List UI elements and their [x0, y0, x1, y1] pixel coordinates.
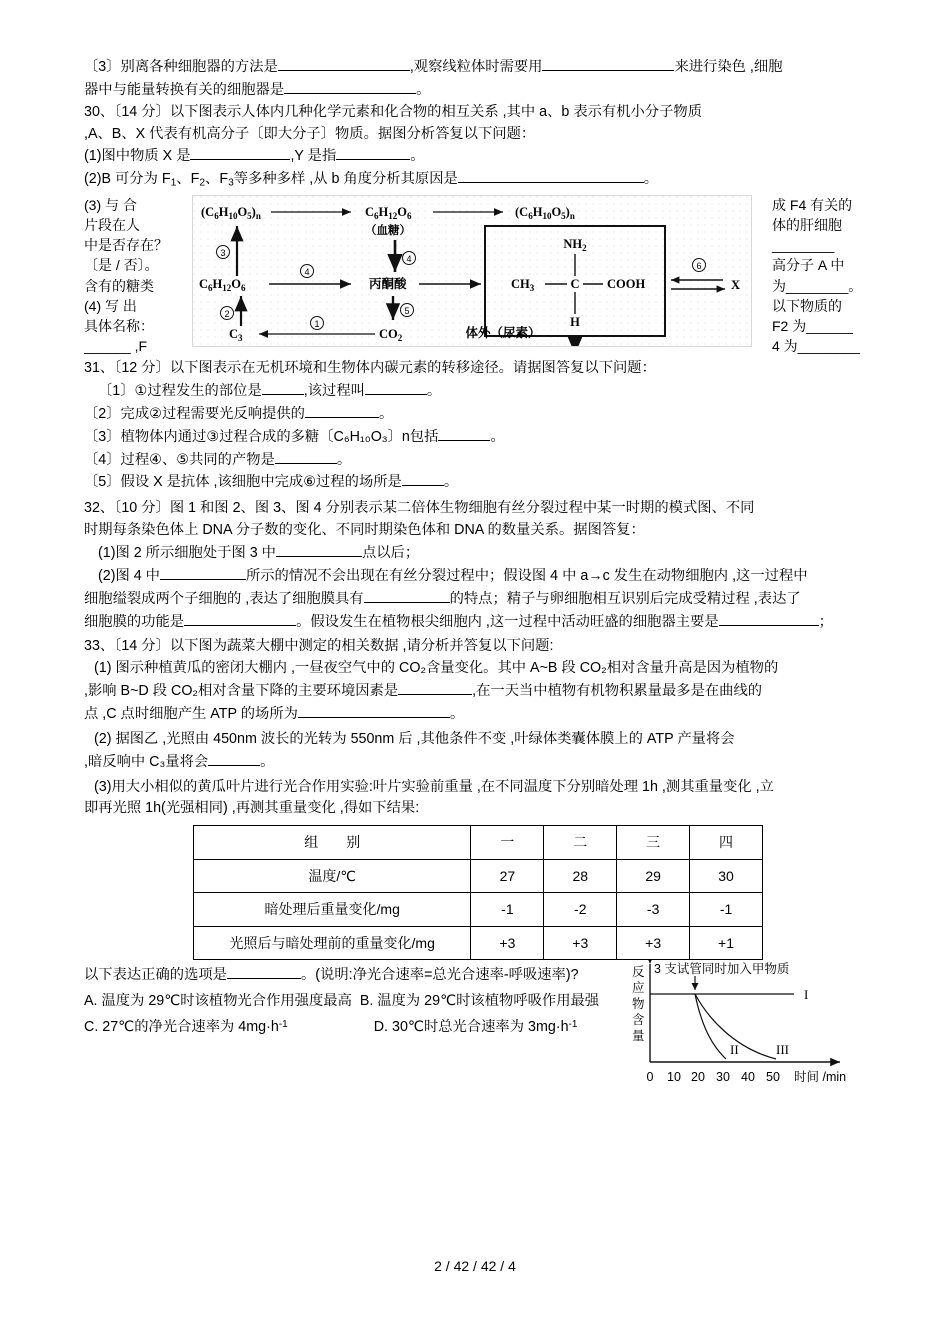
svg-text:含: 含 — [632, 1013, 645, 1028]
blank[interactable] — [398, 680, 472, 695]
q30-item2 — [84, 168, 872, 191]
q30-left-line-1: (3) 与 合 — [84, 196, 137, 213]
svg-text:应: 应 — [632, 981, 645, 996]
q31-item2 — [84, 403, 872, 425]
q30-item1-b: ,Y 是指 — [290, 148, 337, 165]
q30-left-line-4: 〔是 / 否〕。 — [84, 257, 159, 274]
blank[interactable] — [276, 542, 362, 557]
svg-text:CO2: $CO_2$ — [379, 326, 403, 343]
q30-left-line-3: 中是否存在？ — [84, 237, 168, 254]
series-II-line — [695, 994, 726, 1059]
table-cell: 一 — [471, 826, 544, 859]
figure-bottom-label: 体外（尿素） — [465, 325, 541, 340]
q33-ask-a: 以下表达正确的选项是 — [84, 967, 227, 984]
q30-right-line-3: ________ — [772, 237, 835, 254]
q32-i2-a: (2)图 4 中 — [98, 567, 160, 584]
svg-text:1: 1 — [314, 318, 320, 329]
option-a[interactable]: A. 温度为 29℃时该植物光合作用强度最高 — [84, 992, 352, 1009]
q29-text-b: ,观察线粒体时需要用 — [409, 59, 543, 75]
blank[interactable] — [284, 79, 416, 94]
q33-item3-line2 — [84, 798, 872, 819]
blank[interactable] — [262, 380, 304, 395]
svg-text:4: 4 — [406, 253, 412, 264]
q32-item2-line1 — [84, 565, 872, 587]
blank[interactable] — [438, 426, 490, 441]
table-cell: 三 — [617, 826, 690, 859]
q32-item2-line2 — [84, 588, 872, 610]
q33-item2-line2 — [84, 751, 872, 773]
q32-i2-d: 的特点；精子与卵细胞相互识别后完成受精过程 ,表达了 — [449, 590, 801, 607]
series-I-label: I — [804, 987, 809, 1003]
svg-text:H: H — [570, 314, 580, 329]
q30-right-line-8: 4 为________ — [772, 337, 860, 354]
blank[interactable] — [278, 56, 410, 71]
chart-annotation: 3 支试管同时加入甲物质 — [654, 962, 790, 977]
blank[interactable] — [305, 403, 379, 418]
table-cell-label: 组 别 — [194, 826, 471, 859]
q32-stem-line2 — [84, 520, 872, 541]
blank[interactable] — [542, 56, 674, 71]
table-cell: +3 — [544, 926, 617, 959]
table-cell: -1 — [471, 893, 544, 926]
q33-item3-line1 — [84, 777, 872, 798]
q32-i1-a: (1)图 2 所示细胞处于图 3 中 — [98, 545, 276, 562]
q30-item1 — [84, 145, 872, 167]
table-cell: 27 — [471, 859, 544, 892]
blank[interactable] — [298, 703, 450, 718]
svg-text:(C6H10O5)n: $(C_6H_{10}O_5)_n$ — [201, 204, 261, 221]
reaction-chart-svg — [622, 960, 940, 1100]
svg-text:4: 4 — [304, 266, 310, 277]
option-c-text: C. 27℃的净光合速率为 4mg·h — [84, 1018, 279, 1035]
q33-item1-line3 — [84, 703, 872, 725]
q31-i5-b: 。 — [443, 474, 459, 491]
q31-i2-b: 。 — [378, 405, 394, 422]
chart-ylabel-char: 反 — [632, 965, 645, 980]
q32-stem-text-1: 32、〔10 分〕图 1 和图 2、图 3、图 4 分别表示某二倍体生物细胞有丝分裂过程中某一时期的模式图、不同 — [84, 500, 755, 517]
xtick-20: 20 — [691, 1070, 705, 1085]
q31-i3-b: 。 — [490, 428, 505, 445]
blank[interactable] — [719, 611, 819, 626]
q33-i1-d: 点 ,C 点时细胞产生 ATP 的场所为 — [84, 706, 298, 723]
q30-left-column — [84, 195, 192, 356]
blank[interactable] — [458, 168, 644, 183]
svg-text:C6H12O6: $C_6H_{12}O_6$ — [199, 276, 246, 293]
blank[interactable] — [402, 471, 444, 486]
option-d-text: D. 30℃时总光合速率为 3mg·h — [373, 1018, 569, 1035]
series-II-label: II — [730, 1042, 739, 1058]
q33-i1-a: (1) 图示种植黄瓜的密闭大棚内 ,一昼夜空气中的 CO₂含量变化。其中 A~B 段 CO₂相对含量升高是因为植物的 — [94, 660, 779, 677]
q30-left-line-8: ______ ,F — [84, 337, 148, 354]
q29-text-d: 器中与能量转换有关的细胞器是 — [84, 81, 285, 98]
q30-left-line-5: 含有的糖类 — [84, 277, 154, 294]
q30-item2-c: 、F — [205, 171, 229, 188]
table-cell-label: 暗处理后重量变化/mg — [194, 893, 471, 926]
xtick-30: 30 — [716, 1070, 730, 1085]
option-d[interactable] — [374, 1019, 578, 1035]
q32-stem-text-2: 时期每条染色体上 DNA 分子数的变化、不同时期染色体和 DNA 的数量关系。据图答复： — [84, 522, 645, 539]
svg-text:2: 2 — [224, 308, 230, 319]
q30-sub-3: 3 — [228, 177, 234, 189]
q32-i2-e: 细胞膜的功能是 — [84, 613, 185, 630]
table-row — [194, 859, 763, 892]
q31-item3 — [84, 426, 872, 448]
blank[interactable] — [184, 611, 296, 626]
svg-text:COOH: COOH — [607, 276, 646, 291]
table-cell-label: 光照后与暗处理前的重量变化/mg — [194, 926, 471, 959]
q33-stem — [84, 636, 872, 657]
q33-i2-c: 。 — [260, 753, 275, 770]
q30-left-line-2: 片段在人 — [84, 217, 140, 234]
svg-text:X: X — [731, 277, 741, 292]
q31-i1-b: ,该过程叫 — [303, 383, 365, 399]
svg-text:6: 6 — [696, 260, 702, 271]
q30-right-line-5: 为________。 — [772, 277, 863, 294]
q29-text-c: 来进行染色 ,细胞 — [674, 59, 783, 75]
blank[interactable] — [275, 449, 337, 464]
q32-item1 — [84, 542, 872, 564]
q32-i2-f: 。假设发生在植物根尖细胞内 ,这一过程中活动旺盛的细胞器主要是 — [296, 613, 719, 630]
q31-item5 — [84, 471, 872, 493]
table-cell: +3 — [617, 926, 690, 959]
q30-right-line-7: F2 为______ — [772, 317, 853, 334]
q31-i1-a: 〔1〕①过程发生的部位是 — [98, 383, 262, 399]
q30-item2-a: (2)B 可分为 F — [84, 171, 171, 188]
q31-i2-a: 〔2〕完成②过程需要光反响提供的 — [84, 405, 305, 422]
q30-sub-2: 2 — [199, 177, 206, 189]
table-cell-label: 温度/℃ — [194, 859, 471, 892]
blank[interactable] — [364, 588, 450, 603]
q30-right-line-2: 体的肝细胞 — [772, 217, 842, 234]
q29-tail-line2 — [84, 79, 872, 101]
option-b[interactable]: B. 温度为 29℃时该植物呼吸作用最强 — [359, 992, 600, 1009]
svg-text:CH3: $CH_3$ — [511, 276, 535, 293]
q30-right-line-6: 以下物质的 — [772, 297, 842, 314]
q30-left-line-6: (4) 写 出 — [84, 297, 137, 314]
xtick-10: 10 — [667, 1070, 681, 1085]
q29-tail-line1 — [84, 56, 872, 78]
table-cell: 四 — [690, 826, 763, 859]
xtick-50: 50 — [766, 1070, 780, 1085]
q33-i1-e: 。 — [449, 706, 465, 723]
q30-stem-line2 — [84, 124, 872, 145]
q29-text-e: 。 — [416, 81, 431, 98]
table-cell: 29 — [617, 859, 690, 892]
experiment-results-table — [193, 825, 763, 960]
q30-stem-text-1: 30、〔14 分〕以下图表示人体内几种化学元素和化合物的相互关系 ,其中 a、b 表示有机小分子物质 — [84, 103, 702, 120]
q31-i4-a: 〔4〕过程④、⑤共同的产物是 — [84, 451, 275, 468]
svg-text:C3: $C_3$ — [229, 326, 243, 343]
q33-stem-text: 33、〔14 分〕以下图为蔬菜大棚中测定的相关数据 ,请分析并答复以下问题: — [84, 638, 554, 655]
q33-item2-line1 — [84, 729, 872, 750]
q30-figure-row — [84, 192, 872, 356]
q32-i2-c: 细胞缢裂成两个子细胞的 ,表达了细胞膜具有 — [84, 590, 364, 607]
table-cell: 二 — [544, 826, 617, 859]
q32-i1-b: 点以后； — [361, 545, 420, 562]
table-cell: -1 — [690, 893, 763, 926]
q31-stem — [84, 358, 872, 379]
svg-text:量: 量 — [632, 1029, 645, 1044]
svg-text:5: 5 — [404, 305, 410, 316]
q31-i1-c: 。 — [426, 383, 442, 399]
table-cell: -2 — [544, 893, 617, 926]
q33-item1-line1 — [84, 658, 872, 679]
q30-item2-e: 。 — [643, 171, 659, 188]
option-c-exponent: -1 — [278, 1018, 288, 1030]
q30-item2-b: 、F — [176, 171, 200, 188]
q30-metabolism-diagram — [192, 195, 752, 347]
q32-i2-b: 所示的情况不会出现在有丝分裂过程中；假设图 4 中 a→c 发生在动物细胞内 ,这一过程中 — [245, 567, 808, 584]
q29-text-a: 〔3〕别离各种细胞器的方法是 — [84, 59, 278, 75]
q33-ask-b: 。(说明:净光合速率=总光合速率-呼吸速率)? — [300, 967, 579, 984]
table-cell: 30 — [690, 859, 763, 892]
q31-i3-a: 〔3〕植物体内通过③过程合成的多糖〔C₆H₁₀O₃〕n包括 — [84, 428, 439, 445]
q32-item2-line3 — [84, 611, 872, 633]
reaction-rate-chart — [622, 960, 940, 1095]
q30-right-column — [772, 195, 872, 356]
svg-text:物: 物 — [632, 997, 645, 1012]
q31-i5-a: 〔5〕假设 X 是抗体 ,该细胞中完成⑥过程的场所是 — [84, 474, 402, 491]
q30-left-line-7: 具体名称： — [84, 317, 154, 334]
table-cell: +3 — [471, 926, 544, 959]
table-cell: +1 — [690, 926, 763, 959]
blank[interactable] — [208, 751, 260, 766]
q31-stem-text: 31、〔12 分〕以下图表示在无机环境和生物体内碳元素的转移途径。请据图答复以下问题： — [84, 360, 656, 377]
svg-text:C: C — [570, 276, 580, 291]
q33-i3-b: 即再光照 1h(光强相同) ,再测其重量变化 ,得如下结果: — [84, 800, 420, 817]
chart-xlabel: 时间 /min — [794, 1070, 847, 1085]
q31-item4 — [84, 449, 872, 471]
table-cell: 28 — [544, 859, 617, 892]
page-footer: 2 / 42 / 42 / 4 — [434, 1258, 516, 1274]
svg-text:3: 3 — [220, 247, 226, 258]
blank[interactable] — [336, 145, 410, 160]
q33-i2-b: ,暗反响中 C₃量将会 — [84, 753, 209, 770]
svg-text:丙酮酸: 丙酮酸 — [369, 276, 407, 291]
table-row — [194, 893, 763, 926]
blank[interactable] — [190, 145, 290, 160]
svg-text:NH2: $NH_2$ — [563, 236, 587, 253]
q30-sub-1: 1 — [170, 177, 177, 189]
table-row — [194, 926, 763, 959]
svg-text:(C6H10O5)n: $(C_6H_{10}O_5)_n$ — [515, 204, 575, 221]
series-III-label: III — [776, 1042, 789, 1058]
q30-right-line-1: 成 F4 有关的 — [772, 196, 853, 213]
option-d-exponent: -1 — [568, 1018, 578, 1030]
q32-i2-g: ； — [818, 613, 833, 630]
blank[interactable] — [227, 964, 301, 979]
q30-right-line-4: 高分子 A 中 — [772, 257, 845, 274]
table-cell: -3 — [617, 893, 690, 926]
q30-stem-text-2: ,A、B、X 代表有机高分子〔即大分子〕物质。据图分析答复以下问题： — [84, 125, 536, 142]
q32-stem-line1 — [84, 498, 872, 519]
q33-item1-line2 — [84, 680, 872, 702]
q33-i1-c: ,在一天当中植物有机物积累量最多是在曲线的 — [472, 683, 763, 700]
svg-text:C6H12O6: $C_6H_{12}O_6$ — [365, 204, 412, 221]
q33-options-and-chart — [84, 964, 872, 1114]
q31-item1 — [84, 380, 872, 402]
q30-item2-d: 等多种多样 ,从 b 角度分析其原因是 — [233, 171, 458, 188]
blank[interactable] — [160, 565, 246, 580]
q33-i3-a: (3)用大小相似的黄瓜叶片进行光合作用实验:叶片实验前重量 ,在不同温度下分别暗处理 1h ,测其重量变化 ,立 — [94, 778, 774, 795]
q30-item1-a: (1)图中物质 X 是 — [84, 148, 191, 165]
q31-i4-b: 。 — [336, 451, 352, 468]
q33-i2-a: (2) 据图乙 ,光照由 450nm 波长的光转为 550nm 后 ,其他条件不变 ,叶绿体类囊体膜上的 ATP 产量将会 — [94, 730, 735, 747]
q33-i1-b: ,影响 B~D 段 CO₂相对含量下降的主要环境因素是 — [84, 683, 399, 700]
q30-stem-line1 — [84, 102, 872, 123]
table-row — [194, 826, 763, 859]
xtick-0: 0 — [646, 1070, 654, 1085]
xtick-40: 40 — [741, 1070, 755, 1085]
svg-text:（血糖）: （血糖） — [365, 224, 411, 237]
option-c[interactable] — [84, 1019, 288, 1035]
q30-item1-c: 。 — [410, 148, 425, 165]
blank[interactable] — [365, 380, 427, 395]
